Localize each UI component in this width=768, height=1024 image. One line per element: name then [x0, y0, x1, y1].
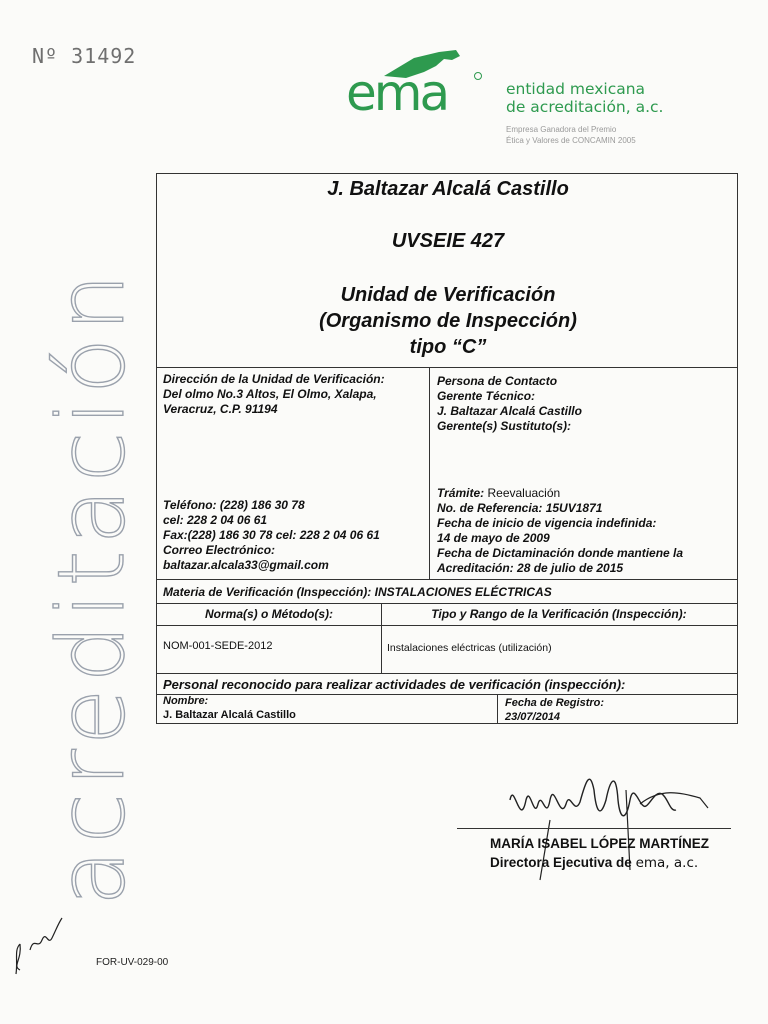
address-line2: Veracruz, C.P. 91194	[163, 402, 278, 416]
contact-person-label: Persona de Contacto	[437, 374, 558, 388]
logo-wordmark: ema	[346, 64, 448, 116]
personnel-header: Personal reconocido para realizar actividades de verificación (inspección):	[163, 677, 626, 692]
unit-type	[157, 282, 739, 360]
name-value: J. Baltazar Alcalá Castillo	[163, 709, 296, 721]
organization-name-line1: entidad mexicana	[506, 80, 646, 98]
personnel-name	[163, 694, 296, 722]
procedure-block	[437, 486, 735, 576]
norms-header: Norma(s) o Método(s):	[205, 607, 333, 621]
certificate-table	[156, 173, 738, 724]
form-code: FOR-UV-029-00	[96, 957, 169, 968]
watermark-text: acreditación	[38, 267, 145, 906]
contact-person	[437, 374, 733, 434]
organization-name-line2: de acreditación, a.c.	[506, 98, 664, 116]
norm-value: NOM-001-SEDE-2012	[163, 640, 273, 652]
unit-type-line1: Unidad de Verificación	[340, 284, 556, 306]
scope-header: Tipo y Rango de la Verificación (Inspección):	[431, 607, 687, 621]
tramite	[437, 486, 735, 501]
verification-subject: Materia de Verificación (Inspección): INSTALACIONES ELÉCTRICAS	[163, 585, 552, 599]
validity-date: 14 de mayo de 2009	[437, 531, 550, 545]
manager-label: Gerente Técnico:	[437, 389, 536, 403]
manager-name: J. Baltazar Alcalá Castillo	[437, 404, 582, 418]
handwritten-initials	[8, 910, 68, 980]
signatory-name: MARÍA ISABEL LÓPEZ MARTÍNEZ	[490, 836, 709, 851]
reference-number: No. de Referencia: 15UV1871	[437, 501, 603, 515]
email: baltazar.alcala33@gmail.com	[163, 558, 329, 572]
address-block	[163, 372, 425, 417]
signatory-org: ema, a.c.	[635, 855, 699, 871]
unit-type-line2: (Organismo de Inspección)	[319, 310, 577, 332]
validity-label: Fecha de inicio de vigencia indefinida:	[437, 516, 657, 530]
organization-name	[506, 80, 663, 116]
serial-number: Nº 31492	[32, 44, 137, 68]
name-label: Nombre:	[163, 695, 209, 707]
address-line1: Del olmo No.3 Altos, El Olmo, Xalapa,	[163, 387, 377, 401]
unit-type-line3: tipo “C”	[409, 336, 487, 358]
registration-label: Fecha de Registro:	[505, 697, 605, 709]
contact-details	[163, 498, 425, 573]
tramite-value: Reevaluación	[487, 486, 561, 500]
registration-date: 23/07/2014	[505, 711, 561, 723]
email-label: Correo Electrónico:	[163, 543, 276, 557]
cell: cel: 228 2 04 06 61	[163, 513, 268, 527]
award-line2: Ética y Valores de CONCAMIN 2005	[506, 136, 636, 145]
substitute-label: Gerente(s) Sustituto(s):	[437, 419, 572, 433]
signatory-title	[490, 855, 698, 871]
ema-logo	[344, 46, 494, 116]
tramite-label: Trámite:	[437, 486, 485, 500]
signatory-role: Directora Ejecutiva de	[490, 855, 632, 870]
scope-value: Instalaciones eléctricas (utilización)	[387, 642, 552, 654]
signature-line	[457, 828, 731, 829]
holder-name: J. Baltazar Alcalá Castillo	[327, 178, 569, 200]
fax: Fax:(228) 186 30 78 cel: 228 2 04 06 61	[163, 528, 380, 542]
address-label: Dirección de la Unidad de Verificación:	[163, 372, 385, 386]
award-text	[506, 124, 636, 146]
award-line1: Empresa Ganadora del Premio	[506, 125, 617, 134]
ruling-label: Fecha de Dictaminación donde mantiene la	[437, 546, 684, 560]
registration	[505, 696, 604, 724]
phone: Teléfono: (228) 186 30 78	[163, 498, 305, 512]
accreditation-date: Acreditación: 28 de julio de 2015	[437, 561, 624, 575]
unit-code: UVSEIE 427	[391, 230, 505, 252]
